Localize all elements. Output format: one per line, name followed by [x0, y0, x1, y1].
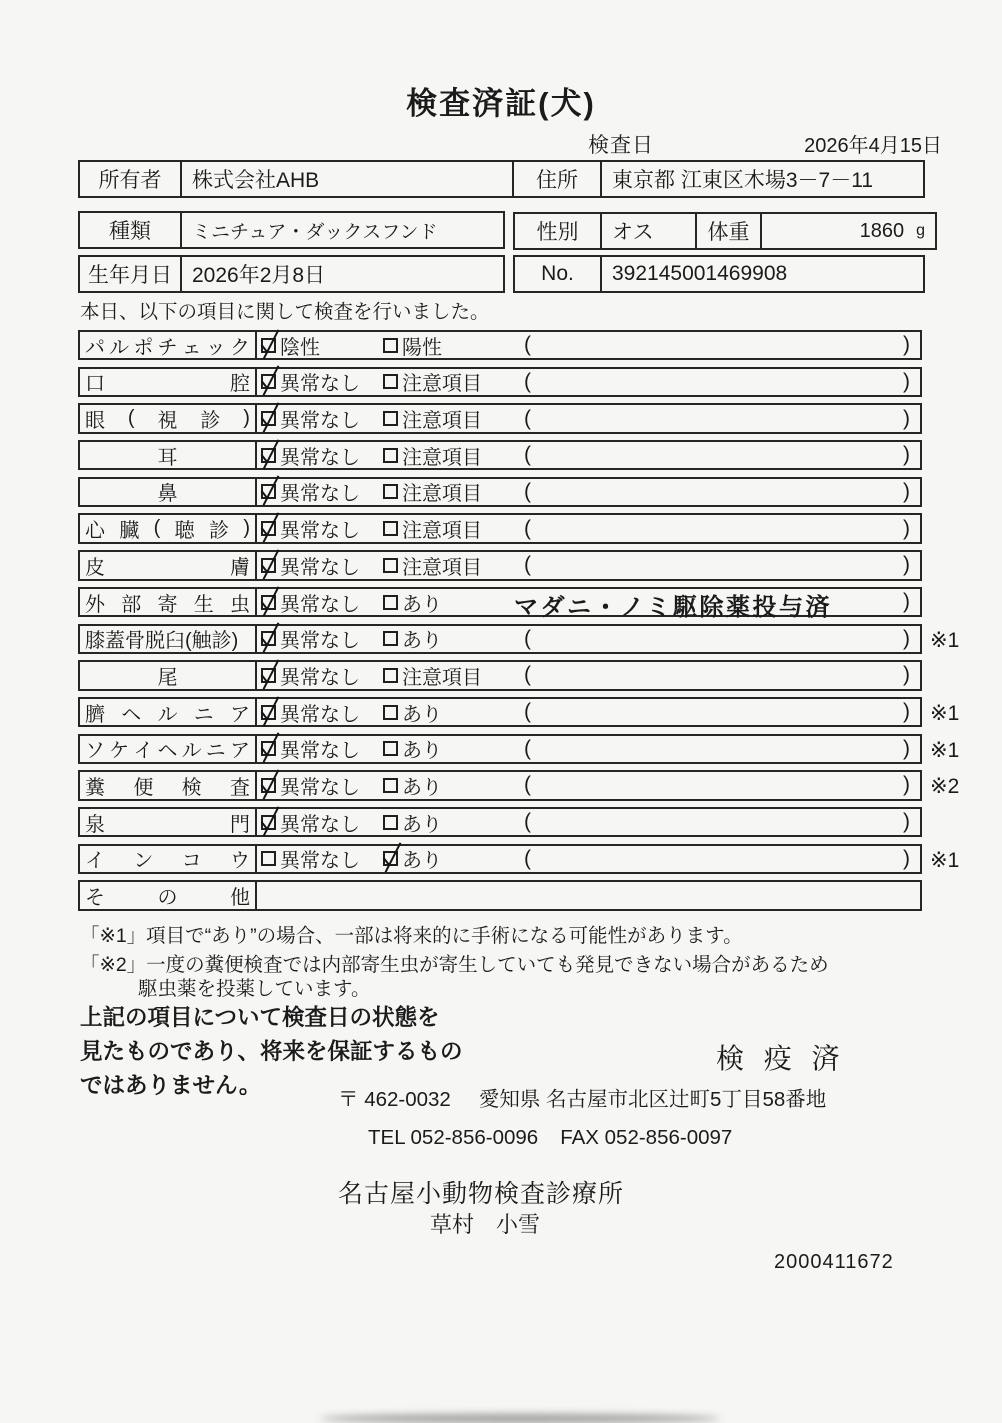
birthdate-label: 生年月日 — [88, 264, 172, 287]
label-char: ウ — [229, 850, 250, 873]
check-mark — [263, 659, 280, 689]
label-char: 皮 — [85, 556, 105, 579]
exam-item-label: 尾 — [80, 662, 257, 688]
check-mark — [261, 417, 268, 425]
check-mark — [263, 623, 280, 653]
label-char: 門 — [230, 813, 250, 836]
clinic-address-line — [338, 1082, 826, 1112]
page-title: 検査済証(犬) — [406, 86, 596, 121]
checkbox-unchecked — [383, 338, 398, 353]
exam-option-o1 — [261, 846, 360, 872]
label-char: ) — [243, 407, 250, 430]
option-label: 異常なし — [280, 703, 360, 726]
exam-option-o1 — [261, 772, 360, 798]
option-label: あり — [402, 740, 442, 763]
option-label: 異常なし — [280, 740, 360, 763]
exam-option-o2 — [383, 772, 442, 798]
check-mark — [261, 344, 268, 352]
label-char: ケ — [109, 740, 130, 762]
option-label: 注意項目 — [402, 483, 482, 506]
option-label: 異常なし — [280, 373, 360, 396]
option-label: 注意項目 — [402, 373, 482, 396]
birthdate-box — [78, 255, 505, 293]
checkbox-unchecked — [383, 558, 398, 573]
veterinarian-name: 草村 小雪 — [430, 1212, 541, 1237]
exam-option-o1 — [261, 332, 320, 358]
option-label: 異常なし — [280, 630, 360, 653]
remark-paren-close: ) — [903, 553, 910, 577]
check-mark — [263, 512, 280, 542]
remark-paren-close: ) — [903, 333, 910, 357]
label-char: ン — [133, 850, 154, 873]
exam-item-label — [80, 515, 257, 541]
exam-table — [78, 330, 960, 917]
exam-option-o1 — [261, 479, 360, 505]
exam-option-o1 — [261, 515, 360, 541]
row-reference-note: ※1 — [930, 738, 960, 762]
exam-option-o2 — [383, 699, 442, 725]
checkbox-checked — [261, 338, 276, 353]
remark-paren-close: ) — [903, 626, 910, 650]
option-label: 異常なし — [280, 593, 360, 616]
owner-info-box — [78, 160, 925, 198]
label-char: 聴 — [174, 520, 195, 542]
checkbox-checked — [383, 851, 398, 866]
check-mark — [385, 843, 402, 873]
weight-value-cell — [760, 214, 935, 248]
id-number-value: 392145001469908 — [600, 257, 923, 291]
label-char: 泉 — [85, 813, 105, 836]
exam-row-other — [78, 880, 922, 910]
exam-item-label — [80, 699, 257, 725]
exam-option-o1 — [261, 809, 360, 835]
option-label: 注意項目 — [402, 446, 482, 469]
label-char: 心 — [85, 520, 105, 542]
birthdate-value: 2026年2月8日 — [180, 257, 503, 291]
label-char: 視 — [157, 410, 178, 432]
label-char: 眼 — [85, 410, 105, 432]
exam-row-ears — [78, 440, 922, 470]
label-char: ア — [229, 740, 250, 762]
label-char: 便 — [133, 776, 154, 799]
remark-paren-open: ( — [524, 369, 531, 393]
remark-paren-open: ( — [524, 663, 531, 687]
check-mark — [263, 806, 280, 836]
footnote-2-continued: 駆虫薬を投薬しています。 — [138, 978, 371, 1000]
exam-option-o1 — [261, 736, 360, 762]
option-label: 異常なし — [280, 446, 360, 469]
check-mark — [263, 402, 280, 432]
label-char: 査 — [229, 776, 250, 799]
exam-item-label — [80, 772, 257, 798]
exam-option-o2 — [383, 442, 482, 468]
remark-paren-close: ) — [903, 846, 910, 870]
label-char: 臓 — [119, 520, 140, 542]
inspection-date-label: 検査日 — [588, 134, 654, 157]
label-char: 虫 — [230, 593, 250, 616]
remark-paren-close: ) — [903, 406, 910, 430]
check-mark — [261, 527, 268, 535]
label-char: 生 — [193, 593, 214, 616]
option-label: 異常なし — [280, 813, 360, 836]
exam-row-heart-auscultation — [78, 513, 922, 543]
option-label: あり — [402, 850, 442, 873]
label-char: 糞 — [85, 776, 105, 799]
option-label: 異常なし — [280, 410, 360, 433]
option-label: 異常なし — [280, 776, 360, 799]
address-value: 東京都 江東区木場3－7－11 — [600, 162, 923, 196]
label-char: 口 — [85, 373, 105, 396]
checkbox-unchecked — [383, 815, 398, 830]
exam-item-label — [80, 369, 257, 395]
checkbox-checked — [261, 631, 276, 646]
exam-option-o2 — [383, 369, 482, 395]
exam-row-umbilical-hernia — [78, 697, 960, 727]
quarantine-passed-stamp: 検 疫 済 — [716, 1043, 846, 1074]
remark-paren-open: ( — [524, 773, 531, 797]
option-label: あり — [402, 630, 442, 653]
footnote-1: 「※1」項目で“あり”の場合、一部は将来的に手術になる可能性があります。 — [80, 925, 743, 947]
checkbox-checked — [261, 815, 276, 830]
exam-row-inguinal-hernia — [78, 734, 960, 764]
owner-label: 所有者 — [98, 169, 162, 192]
label-char: パ — [85, 336, 105, 359]
checkbox-checked — [261, 484, 276, 499]
checkbox-unchecked — [383, 374, 398, 389]
check-mark — [261, 784, 268, 792]
owner-value: 株式会社AHB — [180, 162, 512, 196]
exam-option-o2 — [383, 515, 482, 541]
remark-paren-open: ( — [524, 736, 531, 760]
exam-row-skin — [78, 550, 922, 580]
label-char: ク — [229, 336, 250, 359]
label-char: ッ — [205, 336, 226, 359]
remark-paren-close: ) — [903, 663, 910, 687]
exam-option-o1 — [261, 662, 360, 688]
disclaimer-line-3: ではありません。 — [80, 1073, 262, 1098]
row-reference-note: ※1 — [930, 628, 960, 652]
sex-label: 性別 — [536, 221, 579, 244]
exam-option-o2 — [383, 809, 442, 835]
disclaimer-line-1: 上記の項目について検査日の状態を — [80, 1005, 440, 1030]
option-label: 異常なし — [280, 850, 360, 873]
breed-label: 種類 — [109, 220, 151, 243]
exam-item-label — [80, 552, 257, 578]
label-char: ル — [181, 740, 202, 762]
label-char: ニ — [193, 703, 214, 726]
check-mark — [261, 601, 268, 609]
option-label: 異常なし — [280, 666, 360, 689]
checkbox-checked — [261, 595, 276, 610]
exam-option-o1 — [261, 369, 360, 395]
label-char: 診 — [208, 520, 229, 542]
checkbox-unchecked — [383, 484, 398, 499]
remark-paren-open: ( — [524, 406, 531, 430]
option-label: 異常なし — [280, 483, 360, 506]
id-number-label: No. — [541, 262, 574, 285]
label-char: 他 — [230, 887, 250, 909]
option-label: あり — [402, 703, 442, 726]
label-char: ニ — [205, 740, 226, 762]
check-mark — [383, 858, 390, 866]
checkbox-checked — [261, 778, 276, 793]
check-mark — [261, 491, 268, 499]
label-char: 臍 — [85, 703, 105, 726]
footnote-2: 「※2」一度の糞便検査では内部寄生虫が寄生していても発見できない場合があるため — [80, 954, 829, 976]
check-mark — [261, 747, 268, 755]
label-char: 膚 — [230, 556, 250, 579]
label-char: 部 — [121, 593, 142, 616]
option-label: 異常なし — [280, 556, 360, 579]
label-char: 寄 — [157, 593, 178, 616]
exam-option-o1 — [261, 442, 360, 468]
label-char: イ — [85, 850, 105, 873]
breed-value: ミニチュア・ダックスフンド — [180, 213, 503, 247]
exam-option-o2 — [383, 332, 442, 358]
checkbox-unchecked — [383, 705, 398, 720]
remark-paren-close: ) — [903, 443, 910, 467]
row-reference-note: ※1 — [930, 701, 960, 725]
exam-row-nose — [78, 477, 922, 507]
exam-item-label — [80, 589, 257, 615]
exam-row-oral-cavity — [78, 367, 922, 397]
intro-text: 本日、以下の項目に関して検査を行いました。 — [80, 301, 490, 323]
remark-paren-open: ( — [524, 516, 531, 540]
weight-unit: g — [916, 222, 925, 239]
check-mark — [263, 439, 280, 469]
exam-option-o2 — [383, 736, 442, 762]
option-label: 異常なし — [280, 520, 360, 543]
sex-weight-box — [513, 212, 937, 250]
exam-option-o2 — [383, 846, 442, 872]
remark-paren-close: ) — [903, 810, 910, 834]
label-char: ア — [230, 703, 250, 726]
option-label: 陰性 — [280, 336, 320, 359]
label-char: ェ — [181, 336, 202, 359]
check-mark — [261, 564, 268, 572]
scan-smudge-artifact — [320, 1414, 720, 1423]
check-mark — [261, 711, 268, 719]
option-label: 注意項目 — [402, 666, 482, 689]
exam-row-eyes-visual — [78, 403, 922, 433]
clinic-postal-code: 〒 462-0032 — [338, 1088, 451, 1111]
remark-paren-open: ( — [524, 443, 531, 467]
option-label: あり — [402, 593, 442, 616]
exam-row-cryptorchidism — [78, 844, 960, 874]
checkbox-checked — [261, 411, 276, 426]
clinic-tel: TEL 052-856-0096 — [368, 1126, 539, 1149]
label-char: チ — [157, 336, 178, 359]
remark-paren-open: ( — [524, 553, 531, 577]
option-label: 注意項目 — [402, 410, 482, 433]
label-char: 腔 — [230, 373, 250, 396]
inspection-date-value: 2026年4月15日 — [804, 135, 942, 157]
check-mark — [261, 454, 268, 462]
exam-item-label: 耳 — [80, 442, 257, 468]
exam-option-o2 — [383, 662, 482, 688]
check-mark — [261, 674, 268, 682]
checkbox-unchecked — [261, 851, 276, 866]
exam-row-parvo-check — [78, 330, 922, 360]
check-mark — [261, 381, 268, 389]
row-reference-note: ※1 — [930, 848, 960, 872]
exam-item-label — [80, 882, 257, 908]
check-mark — [263, 329, 280, 359]
checkbox-checked — [261, 668, 276, 683]
exam-row-tail — [78, 660, 922, 690]
label-char: ( — [153, 517, 161, 540]
check-mark — [261, 637, 268, 645]
exam-item-label — [80, 809, 257, 835]
clinic-name: 名古屋小動物検査診療所 — [338, 1180, 625, 1208]
exam-option-o2 — [383, 589, 442, 615]
remark-paren-close: ) — [903, 369, 910, 393]
label-char: 検 — [181, 776, 202, 799]
remark-paren-close: ) — [903, 773, 910, 797]
weight-value: 1860 — [859, 219, 905, 242]
label-char: ) — [243, 517, 250, 540]
exam-option-o2 — [383, 479, 482, 505]
option-label: あり — [402, 776, 442, 799]
exam-option-o2 — [383, 552, 482, 578]
treatment-stamp-text: マダニ・ノミ駆除薬投与済 — [514, 593, 832, 621]
check-mark — [263, 733, 280, 763]
remark-paren-close: ) — [903, 736, 910, 760]
address-label: 住所 — [512, 162, 600, 196]
exam-item-label — [80, 332, 257, 358]
exam-option-o1 — [261, 699, 360, 725]
label-char: ル — [109, 336, 130, 359]
serial-number: 2000411672 — [774, 1251, 894, 1273]
checkbox-checked — [261, 705, 276, 720]
check-mark — [263, 769, 280, 799]
weight-label: 体重 — [695, 214, 760, 248]
exam-option-o1 — [261, 626, 360, 652]
exam-item-label — [80, 405, 257, 431]
checkbox-unchecked — [383, 778, 398, 793]
checkbox-checked — [261, 374, 276, 389]
exam-item-label — [80, 736, 257, 762]
label-char: 外 — [85, 593, 105, 616]
clinic-address: 愛知県 名古屋市北区辻町5丁目58番地 — [478, 1088, 827, 1111]
clinic-phone-line — [368, 1126, 732, 1150]
label-char: イ — [133, 740, 154, 762]
exam-option-o2 — [383, 626, 442, 652]
exam-option-o1 — [261, 589, 360, 615]
remark-paren-open: ( — [524, 626, 531, 650]
checkbox-unchecked — [383, 521, 398, 536]
sex-value: オス — [600, 214, 695, 248]
label-char: そ — [85, 887, 105, 909]
remark-paren-open: ( — [524, 846, 531, 870]
label-char: コ — [181, 850, 202, 873]
remark-paren-close: ) — [903, 700, 910, 724]
clinic-fax: FAX 052-856-0097 — [560, 1126, 733, 1149]
label-char: ル — [157, 703, 178, 726]
exam-option-o1 — [261, 552, 360, 578]
label-char: ヘ — [157, 740, 178, 762]
checkbox-checked — [261, 558, 276, 573]
label-char: ソ — [85, 740, 105, 762]
option-label: 注意項目 — [402, 520, 482, 543]
check-mark — [263, 476, 280, 506]
exam-option-o2 — [383, 405, 482, 431]
remark-paren-close: ) — [903, 479, 910, 503]
disclaimer-line-2: 見たものであり、将来を保証するもの — [80, 1039, 463, 1064]
check-mark — [261, 821, 268, 829]
label-char: ポ — [133, 336, 154, 359]
label-char: ( — [127, 407, 135, 430]
remark-paren-close: ) — [903, 590, 910, 613]
checkbox-unchecked — [383, 595, 398, 610]
remark-paren-close: ) — [903, 516, 910, 540]
exam-row-ectoparasites — [78, 587, 922, 621]
checkbox-checked — [261, 741, 276, 756]
checkbox-unchecked — [383, 668, 398, 683]
checkbox-checked — [261, 448, 276, 463]
exam-row-fontanelle — [78, 807, 922, 837]
label-char: の — [157, 887, 178, 909]
row-reference-note: ※2 — [930, 775, 960, 799]
option-label: 陽性 — [402, 336, 442, 359]
remark-paren-open: ( — [524, 333, 531, 357]
label-char: ヘ — [121, 703, 142, 726]
check-mark — [263, 586, 280, 616]
checkbox-unchecked — [383, 411, 398, 426]
exam-item-label — [80, 846, 257, 872]
remark-paren-open: ( — [524, 810, 531, 834]
exam-row-patella-palpation — [78, 624, 960, 654]
check-mark — [263, 549, 280, 579]
checkbox-unchecked — [383, 448, 398, 463]
option-label: 注意項目 — [402, 556, 482, 579]
checkbox-checked — [261, 521, 276, 536]
exam-item-label: 膝蓋骨脱臼(触診) — [80, 626, 257, 652]
exam-option-o1 — [261, 405, 360, 431]
check-mark — [263, 696, 280, 726]
exam-row-fecal-exam — [78, 770, 960, 800]
checkbox-unchecked — [383, 741, 398, 756]
breed-box — [78, 211, 505, 249]
exam-item-label: 鼻 — [80, 479, 257, 505]
remark-paren-open: ( — [524, 479, 531, 503]
label-char: 診 — [200, 410, 221, 432]
checkbox-unchecked — [383, 631, 398, 646]
remark-paren-open: ( — [524, 700, 531, 724]
option-label: あり — [402, 813, 442, 836]
check-mark — [263, 366, 280, 396]
id-number-box — [513, 255, 925, 293]
